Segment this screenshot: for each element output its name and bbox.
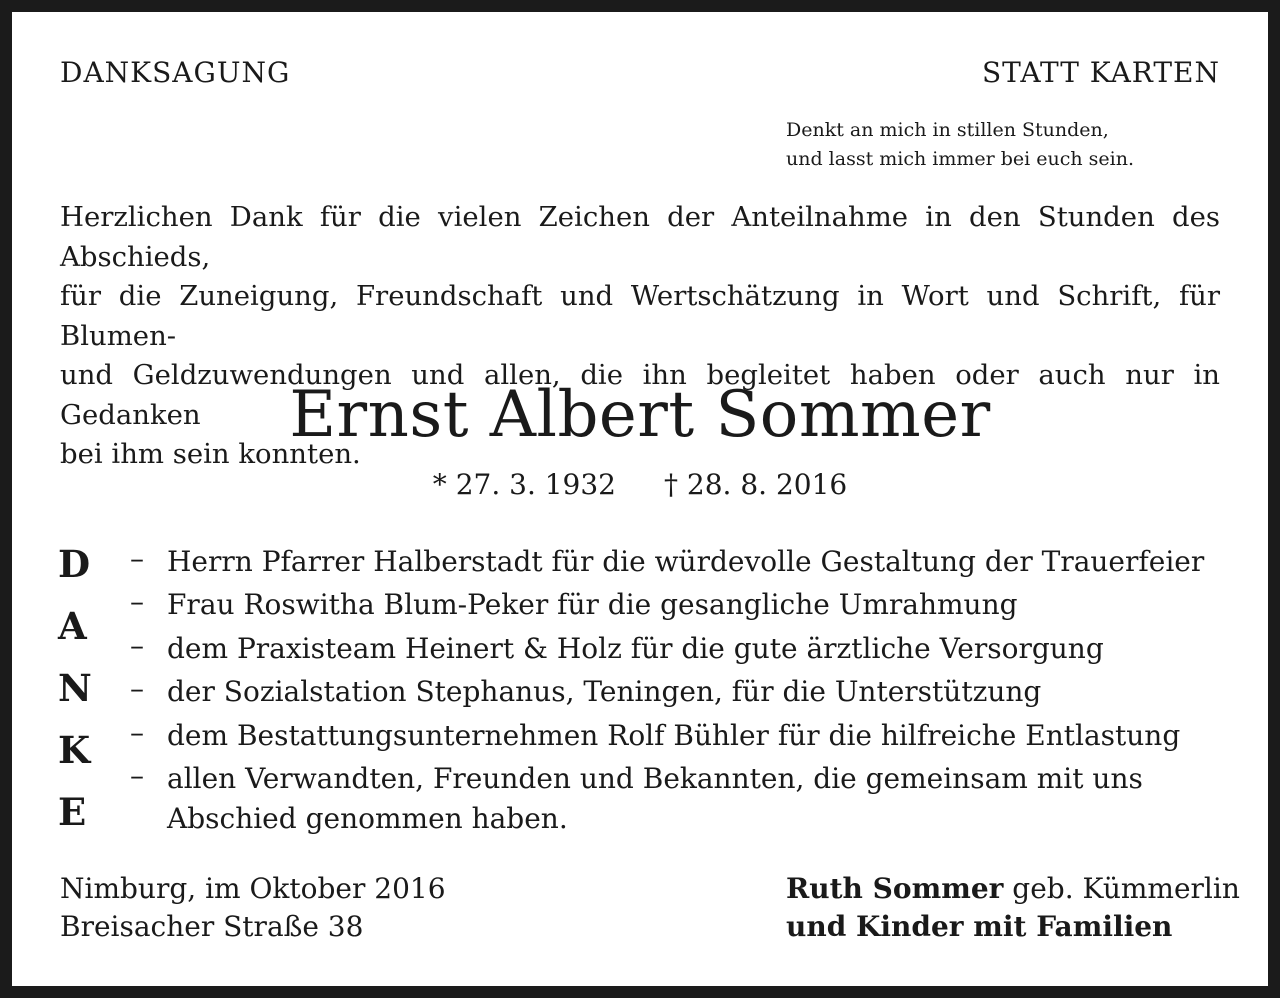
- signer-maiden-name: geb. Kümmerlin: [1003, 872, 1240, 905]
- danke-letter: E: [58, 790, 87, 834]
- signer-name: Ruth Sommer: [786, 872, 1004, 905]
- list-dash: –: [130, 759, 144, 792]
- thanks-text: Herrn Pfarrer Halberstadt für die würdevolle Gestaltung der Trauerfeier: [167, 545, 1205, 578]
- intro-line: und Geldzuwendungen und allen, die ihn begleitet haben oder auch nur in Gedanken: [60, 359, 1220, 431]
- thanks-text: allen Verwandten, Freunden und Bekannten, die gemeinsam mit uns: [167, 762, 1143, 795]
- danke-letter: D: [58, 542, 91, 586]
- thanks-text: Frau Roswitha Blum-Peker für die gesangliche Umrahmung: [167, 588, 1018, 621]
- list-dash: –: [130, 672, 144, 705]
- thanks-text: dem Praxisteam Heinert & Holz für die gute ärztliche Versorgung: [167, 632, 1104, 665]
- intro-line: bei ihm sein konnten.: [60, 438, 361, 470]
- deceased-name: Ernst Albert Sommer: [289, 378, 991, 452]
- birth-date: * 27. 3. 1932: [432, 468, 616, 501]
- place-and-date: Nimburg, im Oktober 2016: [60, 872, 446, 905]
- heading-statt-karten: STATT KARTEN: [982, 56, 1220, 89]
- motto-verse: [786, 116, 1134, 174]
- list-dash: –: [130, 716, 144, 749]
- danke-vertical: [58, 537, 98, 847]
- thanks-text: der Sozialstation Stephanus, Teningen, für die Unterstützung: [167, 675, 1042, 708]
- death-date: † 28. 8. 2016: [664, 468, 848, 501]
- danke-letter: N: [58, 666, 92, 710]
- thanks-text-continued: Abschied genommen haben.: [167, 802, 568, 835]
- heading-danksagung: DANKSAGUNG: [60, 56, 291, 89]
- thanks-text: dem Bestattungsunternehmen Rolf Bühler für die hilfreiche Entlastung: [167, 719, 1181, 752]
- signer-family: und Kinder mit Familien: [786, 910, 1173, 943]
- motto-line: Denkt an mich in stillen Stunden,: [786, 119, 1109, 141]
- intro-line: Herzlichen Dank für die vielen Zeichen der Anteilnahme in den Stunden des Abschieds,: [60, 201, 1220, 273]
- signature-block: [786, 870, 1240, 946]
- danke-letter: K: [58, 728, 91, 772]
- street-address: Breisacher Straße 38: [60, 910, 364, 943]
- list-dash: –: [130, 542, 144, 575]
- motto-line: und lasst mich immer bei euch sein.: [786, 148, 1135, 170]
- intro-line: für die Zuneigung, Freundschaft und Wertschätzung in Wort und Schrift, für Blumen-: [60, 280, 1220, 352]
- sender-location: [60, 870, 446, 946]
- list-dash: –: [130, 585, 144, 618]
- list-dash: –: [130, 629, 144, 662]
- danke-letter: A: [58, 604, 87, 648]
- signer-line: [786, 870, 1240, 908]
- life-dates: [0, 468, 1280, 501]
